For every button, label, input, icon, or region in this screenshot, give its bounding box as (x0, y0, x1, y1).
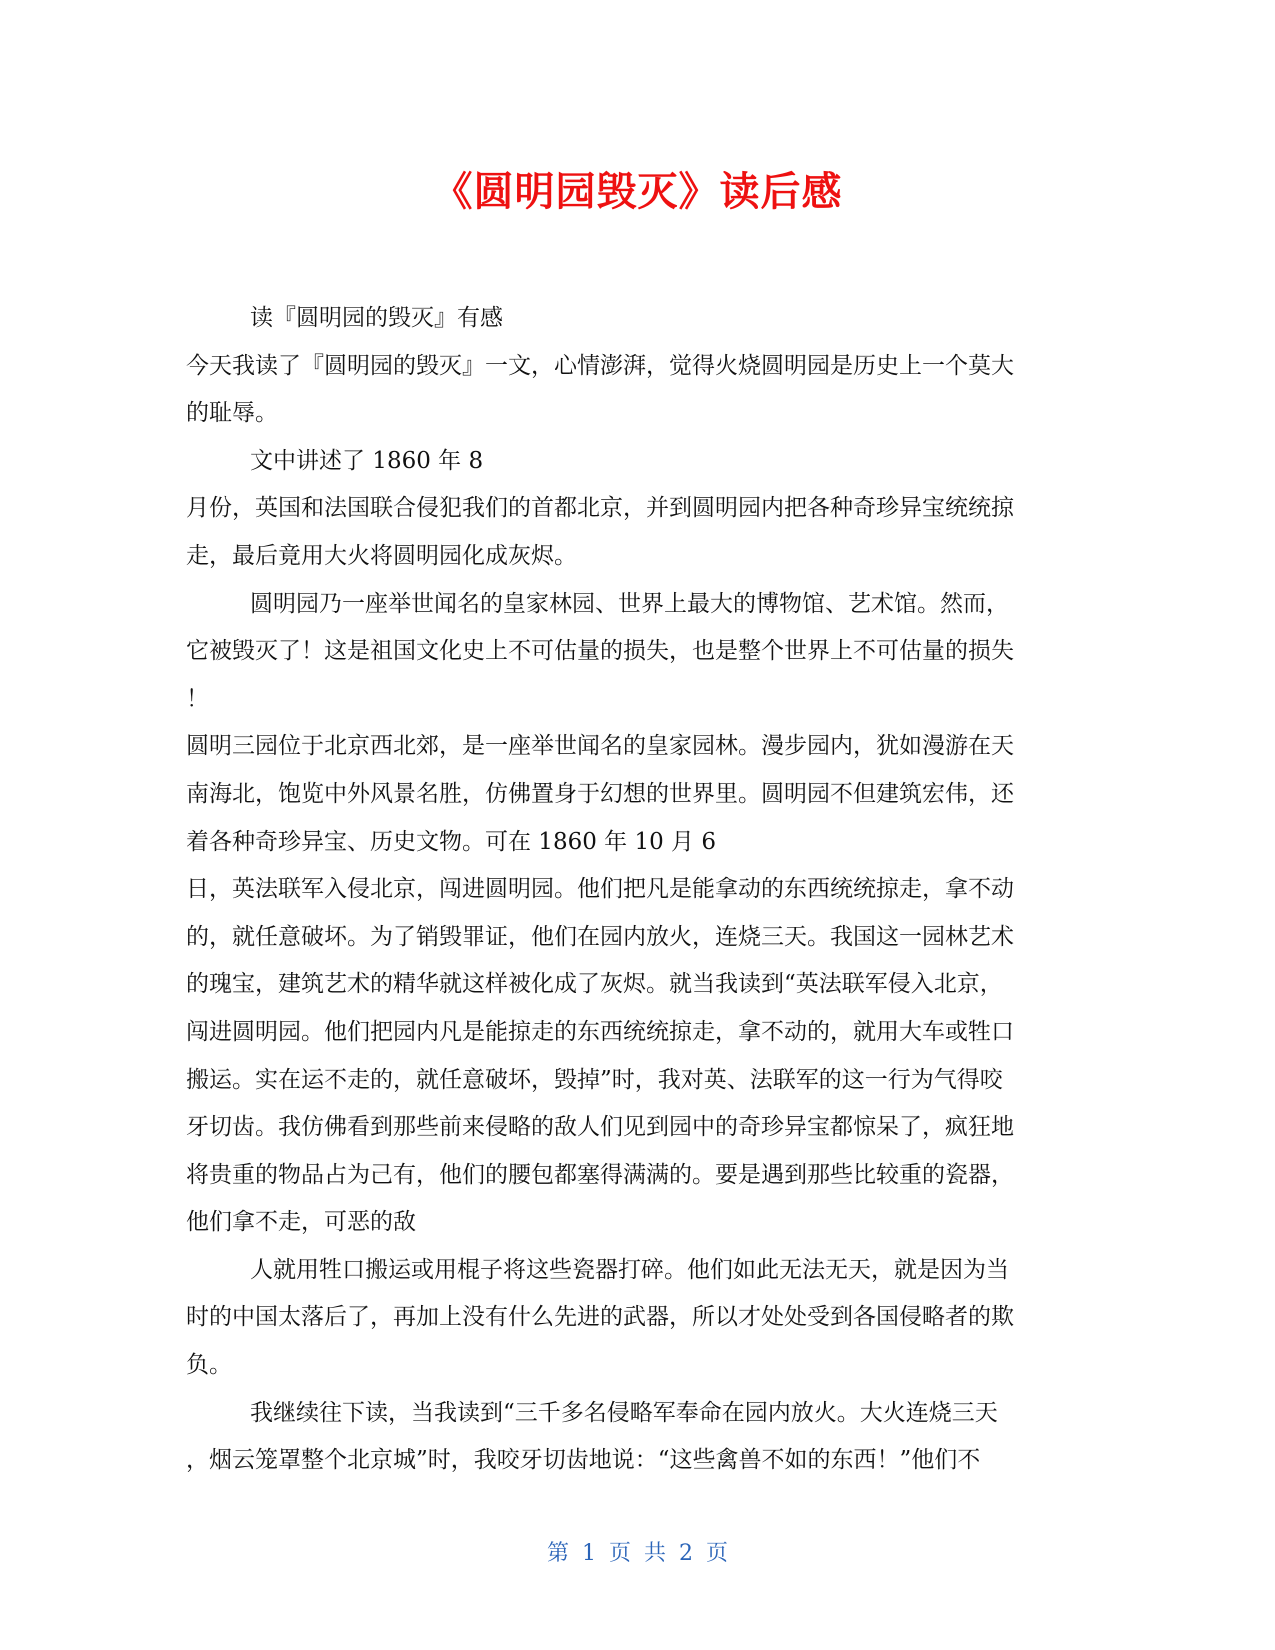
text-line: ！ (186, 685, 209, 712)
text-line: 走，最后竟用大火将圆明园化成灰烬。 (186, 542, 577, 569)
text-line: 它被毁灭了！这是祖国文化史上不可估量的损失，也是整个世界上不可估量的损失 (186, 638, 1014, 665)
text-line: 文中讲述了 1860 年 8 (250, 447, 484, 474)
text-line: 人就用牲口搬运或用棍子将这些瓷器打碎。他们如此无法无天，就是因为当 (250, 1256, 1009, 1283)
text-line: 将贵重的物品占为己有，他们的腰包都塞得满满的。要是遇到那些比较重的瓷器， (186, 1161, 1014, 1188)
text-line: 牙切齿。我仿佛看到那些前来侵略的敌人们见到园中的奇珍异宝都惊呆了，疯狂地 (186, 1114, 1014, 1141)
page-title: 《圆明园毁灭》读后感 (432, 169, 843, 215)
document-body (186, 295, 1091, 1485)
text-line: 搬运。实在运不走的，就任意破坏，毁掉”时，我对英、法联军的这一行为气得咬 (186, 1066, 1003, 1093)
page-footer: 第 1 页 共 2 页 (547, 1541, 728, 1566)
text-line: 闯进圆明园。他们把园内凡是能掠走的东西统统掠走，拿不动的，就用大车或牲口 (186, 1018, 1014, 1045)
text-line: 圆明园乃一座举世闻名的皇家林园、世界上最大的博物馆、艺术馆。然而， (250, 590, 1009, 617)
text-line: 今天我读了『圆明园的毁灭』一文，心情澎湃，觉得火烧圆明园是历史上一个莫大 (186, 352, 1014, 379)
text-line: 的瑰宝，建筑艺术的精华就这样被化成了灰烬。就当我读到“英法联军侵入北京， (186, 971, 1003, 998)
text-line: ，烟云笼罩整个北京城”时，我咬牙切齿地说：“这些禽兽不如的东西！”他们不 (186, 1447, 981, 1474)
text-line: 负。 (186, 1352, 232, 1379)
text-line: 读『圆明园的毁灭』有感 (250, 305, 503, 331)
text-line: 他们拿不走，可恶的敌 (186, 1209, 416, 1236)
text-line: 南海北，饱览中外风景名胜，仿佛置身于幻想的世界里。圆明园不但建筑宏伟，还 (186, 780, 1014, 807)
text-line: 我继续往下读，当我读到“三千多名侵略军奉命在园内放火。大火连烧三天 (250, 1399, 998, 1426)
text-line: 圆明三园位于北京西北郊，是一座举世闻名的皇家园林。漫步园内，犹如漫游在天 (186, 733, 1014, 760)
text-line: 时的中国太落后了，再加上没有什么先进的武器，所以才处处受到各国侵略者的欺 (186, 1304, 1014, 1331)
text-line: 的耻辱。 (186, 400, 278, 427)
text-line: 着各种奇珍异宝、历史文物。可在 1860 年 10 月 6 (186, 828, 716, 855)
text-line: 月份，英国和法国联合侵犯我们的首都北京，并到圆明园内把各种奇珍异宝统统掠 (186, 495, 1014, 522)
text-line: 日，英法联军入侵北京，闯进圆明园。他们把凡是能拿动的东西统统掠走，拿不动 (186, 876, 1014, 903)
text-line: 的，就任意破坏。为了销毁罪证，他们在园内放火，连烧三天。我国这一园林艺术 (186, 923, 1014, 950)
